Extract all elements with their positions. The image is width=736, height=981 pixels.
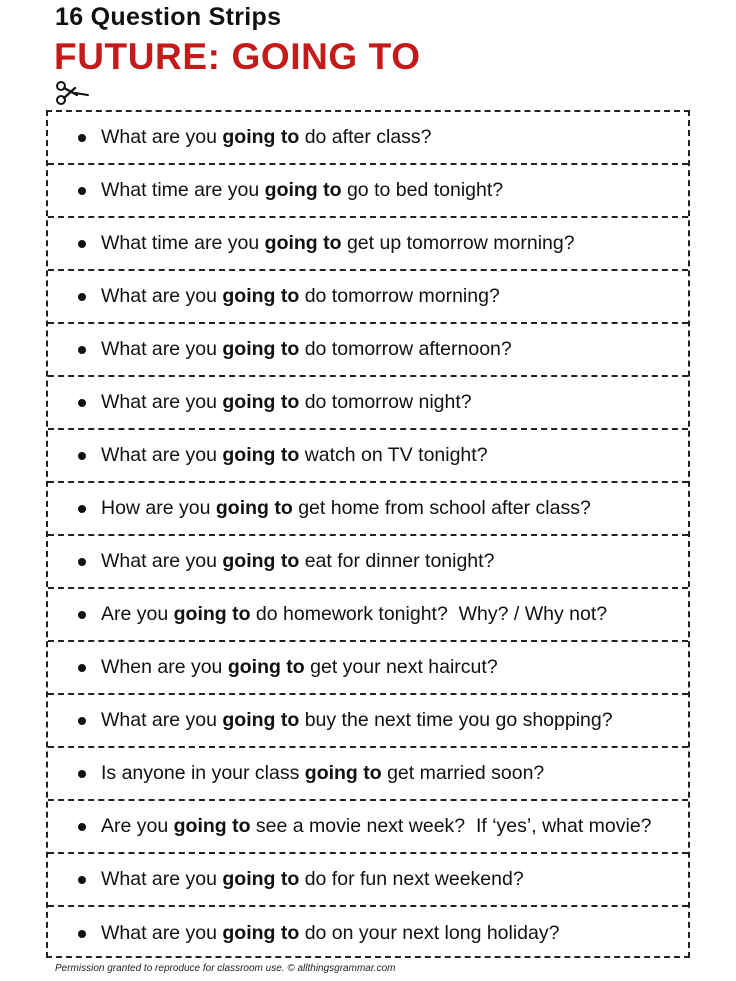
question-text <box>101 815 652 838</box>
question-strip <box>48 218 688 271</box>
question-text <box>101 922 559 945</box>
question-strip <box>48 483 688 536</box>
question-keyword: going to <box>222 922 300 944</box>
question-text-end: get married soon? <box>381 762 545 784</box>
question-text <box>101 391 472 414</box>
question-text-end: go to bed tonight? <box>341 179 504 201</box>
worksheet-subtitle: 16 Question Strips <box>55 3 282 31</box>
question-keyword: going to <box>222 338 300 360</box>
question-text <box>101 444 488 467</box>
question-strip <box>48 112 688 165</box>
question-strip <box>48 271 688 324</box>
question-text-start: What are you <box>101 550 223 572</box>
question-keyword: going to <box>264 232 342 254</box>
bullet-icon <box>78 823 86 831</box>
question-text-start: What are you <box>101 444 223 466</box>
question-keyword: going to <box>222 709 300 731</box>
question-strip <box>48 695 688 748</box>
question-strip <box>48 801 688 854</box>
question-strip <box>48 642 688 695</box>
bullet-icon <box>78 664 86 672</box>
question-text-start: What time are you <box>101 179 265 201</box>
question-text-start: What are you <box>101 338 223 360</box>
bullet-icon <box>78 399 86 407</box>
question-keyword: going to <box>173 815 251 837</box>
bullet-icon <box>78 505 86 513</box>
question-text <box>101 550 494 573</box>
question-text-end: get up tomorrow morning? <box>341 232 575 254</box>
question-keyword: going to <box>173 603 251 625</box>
question-text-end: do on your next long holiday? <box>299 922 560 944</box>
question-strip <box>48 324 688 377</box>
question-text-start: What are you <box>101 391 223 413</box>
question-text-end: do tomorrow afternoon? <box>299 338 512 360</box>
question-text-end: buy the next time you go shopping? <box>299 709 613 731</box>
question-text <box>101 603 607 626</box>
question-text <box>101 497 591 520</box>
permission-footer: Permission granted to reproduce for classroom use. © allthingsgrammar.com <box>55 963 396 974</box>
question-strip <box>48 536 688 589</box>
question-text-end: do tomorrow night? <box>299 391 472 413</box>
question-text <box>101 656 498 679</box>
question-text-start: What are you <box>101 868 223 890</box>
question-strip <box>48 589 688 642</box>
question-keyword: going to <box>222 550 300 572</box>
question-strip <box>48 377 688 430</box>
question-text-start: What are you <box>101 285 223 307</box>
question-text-end: do after class? <box>299 126 432 148</box>
question-text-start: Are you <box>101 603 174 625</box>
question-text <box>101 709 613 732</box>
question-text-start: What are you <box>101 126 223 148</box>
bullet-icon <box>78 187 86 195</box>
question-text-start: When are you <box>101 656 228 678</box>
question-text <box>101 179 503 202</box>
bullet-icon <box>78 611 86 619</box>
question-text-start: What are you <box>101 922 223 944</box>
question-keyword: going to <box>215 497 293 519</box>
question-text-start: What time are you <box>101 232 265 254</box>
bullet-icon <box>78 240 86 248</box>
question-text-end: do for fun next weekend? <box>299 868 524 890</box>
question-text <box>101 232 575 255</box>
question-text <box>101 868 524 891</box>
bullet-icon <box>78 770 86 778</box>
question-keyword: going to <box>264 179 342 201</box>
bullet-icon <box>78 717 86 725</box>
bullet-icon <box>78 558 86 566</box>
question-strips <box>46 110 690 958</box>
worksheet-title: FUTURE: GOING TO <box>54 36 421 77</box>
question-strip <box>48 165 688 218</box>
question-text <box>101 338 512 361</box>
bullet-icon <box>78 452 86 460</box>
question-keyword: going to <box>222 444 300 466</box>
bullet-icon <box>78 134 86 142</box>
question-keyword: going to <box>227 656 305 678</box>
question-text-end: get home from school after class? <box>292 497 591 519</box>
question-text-end: do tomorrow morning? <box>299 285 500 307</box>
question-keyword: going to <box>304 762 382 784</box>
question-text-start: Are you <box>101 815 174 837</box>
question-strip <box>48 854 688 907</box>
question-keyword: going to <box>222 126 300 148</box>
question-text-end: do homework tonight? Why? / Why not? <box>250 603 608 625</box>
question-strip <box>48 430 688 483</box>
question-keyword: going to <box>222 868 300 890</box>
question-strip <box>48 748 688 801</box>
question-text-end: eat for dinner tonight? <box>299 550 495 572</box>
bullet-icon <box>78 346 86 354</box>
question-strip <box>48 907 688 960</box>
question-text <box>101 762 544 785</box>
question-text-end: get your next haircut? <box>304 656 498 678</box>
question-text-end: watch on TV tonight? <box>299 444 488 466</box>
question-keyword: going to <box>222 391 300 413</box>
bullet-icon <box>78 876 86 884</box>
question-text <box>101 285 500 308</box>
bullet-icon <box>78 930 86 938</box>
question-text-end: see a movie next week? If ‘yes’, what movie? <box>250 815 652 837</box>
question-text-start: Is anyone in your class <box>101 762 305 784</box>
question-keyword: going to <box>222 285 300 307</box>
question-text-start: What are you <box>101 709 223 731</box>
bullet-icon <box>78 293 86 301</box>
question-text-start: How are you <box>101 497 216 519</box>
scissors-icon <box>55 80 91 106</box>
question-text <box>101 126 432 149</box>
